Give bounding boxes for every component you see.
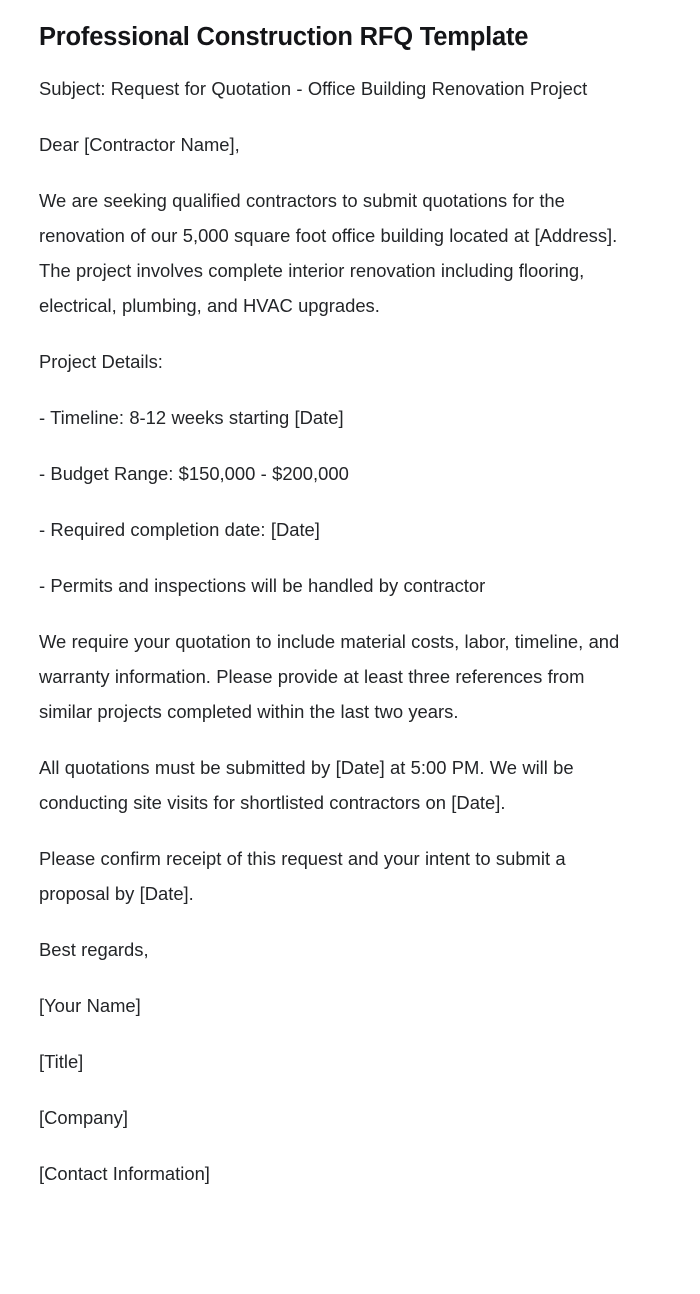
submission-deadline-paragraph: All quotations must be submitted by [Date] at 5:00 PM. We will be conducting site visits for shortlisted contractors on [Date]. — [39, 756, 574, 813]
intro-paragraph: We are seeking qualified contractors to submit quotations for the renovation of our 5,000 square foot office building located at [Address]. The project involves complete interior renovation including flooring, electrical, plumbing, and HVAC upgrades. — [39, 189, 618, 316]
detail-timeline: - Timeline: 8-12 weeks starting [Date] — [39, 406, 344, 428]
quotation-requirements-paragraph: We require your quotation to include material costs, labor, timeline, and warranty information. Please provide at least three references from similar projects completed within the last two years. — [39, 630, 620, 722]
detail-permits: - Permits and inspections will be handled by contractor — [39, 574, 486, 596]
closing-salutation: Best regards, — [39, 938, 149, 960]
salutation: Dear [Contractor Name], — [39, 133, 240, 155]
signature-title: [Title] — [39, 1050, 84, 1072]
signature-your-name: [Your Name] — [39, 994, 141, 1016]
signature-company: [Company] — [39, 1106, 128, 1128]
project-details-heading: Project Details: — [39, 350, 163, 372]
signature-contact-information: [Contact Information] — [39, 1162, 210, 1184]
detail-budget-range: - Budget Range: $150,000 - $200,000 — [39, 462, 349, 484]
confirmation-request-paragraph: Please confirm receipt of this request and your intent to submit a proposal by [Date]. — [39, 847, 566, 904]
subject-line: Subject: Request for Quotation - Office Building Renovation Project — [39, 77, 588, 99]
detail-completion-date: - Required completion date: [Date] — [39, 518, 320, 540]
page-title: Professional Construction RFQ Template — [39, 23, 529, 51]
